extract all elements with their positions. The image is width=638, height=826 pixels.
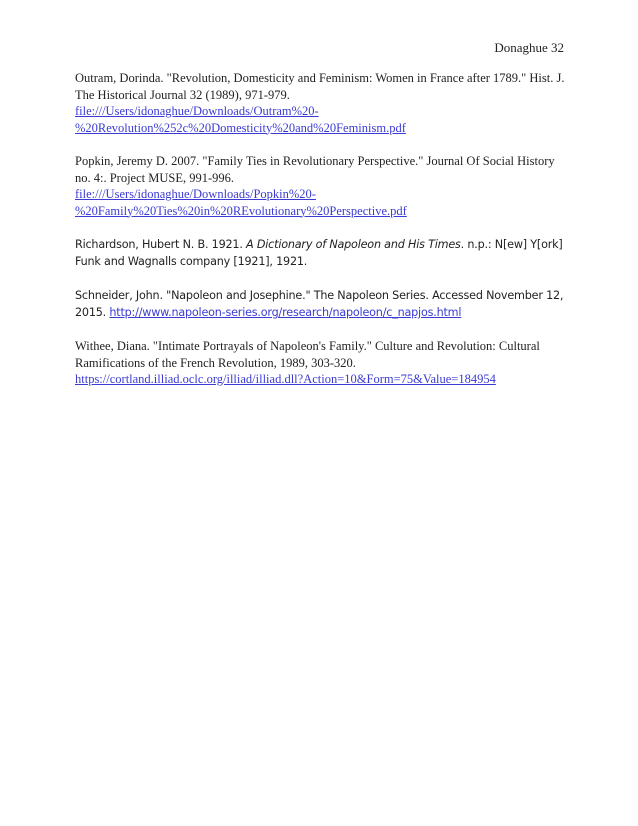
reference-text-before: Richardson, Hubert N. B. 1921. [75, 238, 247, 251]
reference-link-line-1[interactable]: file:///Users/idonaghue/Downloads/Popkin%20- [75, 187, 316, 201]
reference-schneider [75, 287, 570, 321]
reference-text: Popkin, Jeremy D. 2007. "Family Ties in Revolutionary Perspective." Journal Of Social History no. 4:. Project MUSE, 991-996. [75, 154, 555, 185]
reference-link-line-1[interactable]: file:///Users/idonaghue/Downloads/Outram%20- [75, 104, 319, 118]
reference-text: Outram, Dorinda. "Revolution, Domesticity and Feminism: Women in France after 1789." Hist. J. The Historical Journal 32 (1989), 971-979. [75, 71, 565, 102]
reference-popkin [75, 153, 570, 219]
bibliography [75, 70, 570, 405]
reference-text-after: . n.p.: N[ew] Y[ork] Funk and Wagnalls company [1921], 1921. [75, 238, 563, 268]
reference-richardson [75, 236, 570, 270]
reference-text: Withee, Diana. "Intimate Portrayals of Napoleon's Family." Culture and Revolution: Cultural Ramifications of the French Revolution, 1989, 303-320. [75, 339, 540, 370]
reference-link[interactable]: https://cortland.illiad.oclc.org/illiad/illiad.dll?Action=10&Form=75&Value=184954 [75, 372, 496, 386]
reference-outram [75, 70, 570, 136]
reference-book-title: A Dictionary of Napoleon and His Times [246, 238, 461, 251]
reference-link[interactable]: http://www.napoleon-series.org/research/napoleon/c_napjos.html [109, 306, 462, 319]
page-header: Donaghue 32 [494, 40, 564, 55]
reference-link-line-2[interactable]: %20Revolution%252c%20Domesticity%20and%20Feminism.pdf [75, 120, 406, 135]
reference-withee [75, 338, 570, 388]
reference-link-line-2[interactable]: %20Family%20Ties%20in%20REvolutionary%20Perspective.pdf [75, 203, 407, 218]
reference-text: Schneider, John. "Napoleon and Josephine." The Napoleon Series. Accessed November 12, 2015. [75, 289, 564, 319]
